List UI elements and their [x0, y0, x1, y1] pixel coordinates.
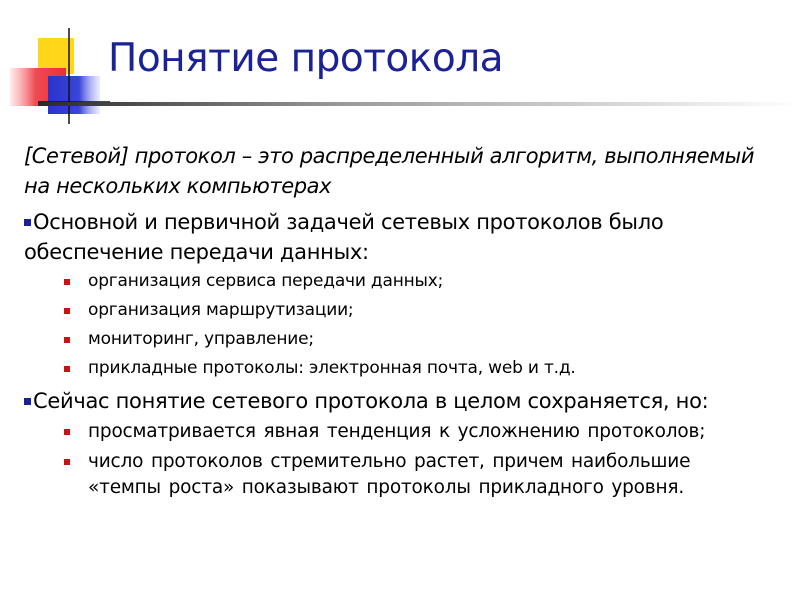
main-point-1: [24, 207, 764, 267]
main-point-2-text: Сейчас понятие сетевого протокола в целом сохраняется, но:: [33, 389, 709, 413]
main-point-1-sublist: [24, 270, 764, 380]
red-square-bullet-icon: [64, 279, 70, 285]
list-item-text: организация маршрутизации;: [88, 300, 354, 320]
list-item: [64, 270, 764, 293]
red-square-bullet-icon: [64, 366, 70, 372]
list-item: [64, 449, 764, 501]
blue-square-bullet-icon: [24, 398, 31, 405]
list-item-text: просматривается явная тенденция к усложнению протоколов;: [88, 421, 706, 442]
list-item-text: число протоколов стремительно растет, причем наибольшие «темпы роста» показывают протоколы прикладного уровня.: [88, 451, 691, 498]
red-square-bullet-icon: [64, 308, 70, 314]
intro-definition: [Сетевой] протокол – это распределенный алгоритм, выполняемый на нескольких компьютерах: [24, 144, 755, 198]
list-item: [64, 419, 764, 445]
red-square-bullet-icon: [64, 337, 70, 343]
red-square-bullet-icon: [64, 459, 70, 465]
blue-square-bullet-icon: [24, 219, 31, 226]
logo-blue-square: [48, 76, 100, 114]
list-item: [64, 299, 764, 322]
main-point-2: [24, 386, 764, 416]
template-logo-icon: [0, 0, 110, 130]
list-item: [64, 357, 764, 380]
list-item-text: организация сервиса передачи данных;: [88, 271, 444, 291]
list-item-text: прикладные протоколы: электронная почта, web и т.д.: [88, 358, 576, 378]
title-underline: [38, 102, 800, 106]
main-point-1-text: Основной и первичной задачей сетевых протоколов было обеспечение передачи данных:: [24, 210, 664, 264]
list-item: [64, 328, 764, 351]
list-item-text: мониторинг, управление;: [88, 329, 314, 349]
red-square-bullet-icon: [64, 429, 70, 435]
main-point-2-sublist: [24, 419, 764, 501]
slide-title: Понятие протокола: [108, 36, 504, 81]
slide-content: [24, 141, 764, 507]
